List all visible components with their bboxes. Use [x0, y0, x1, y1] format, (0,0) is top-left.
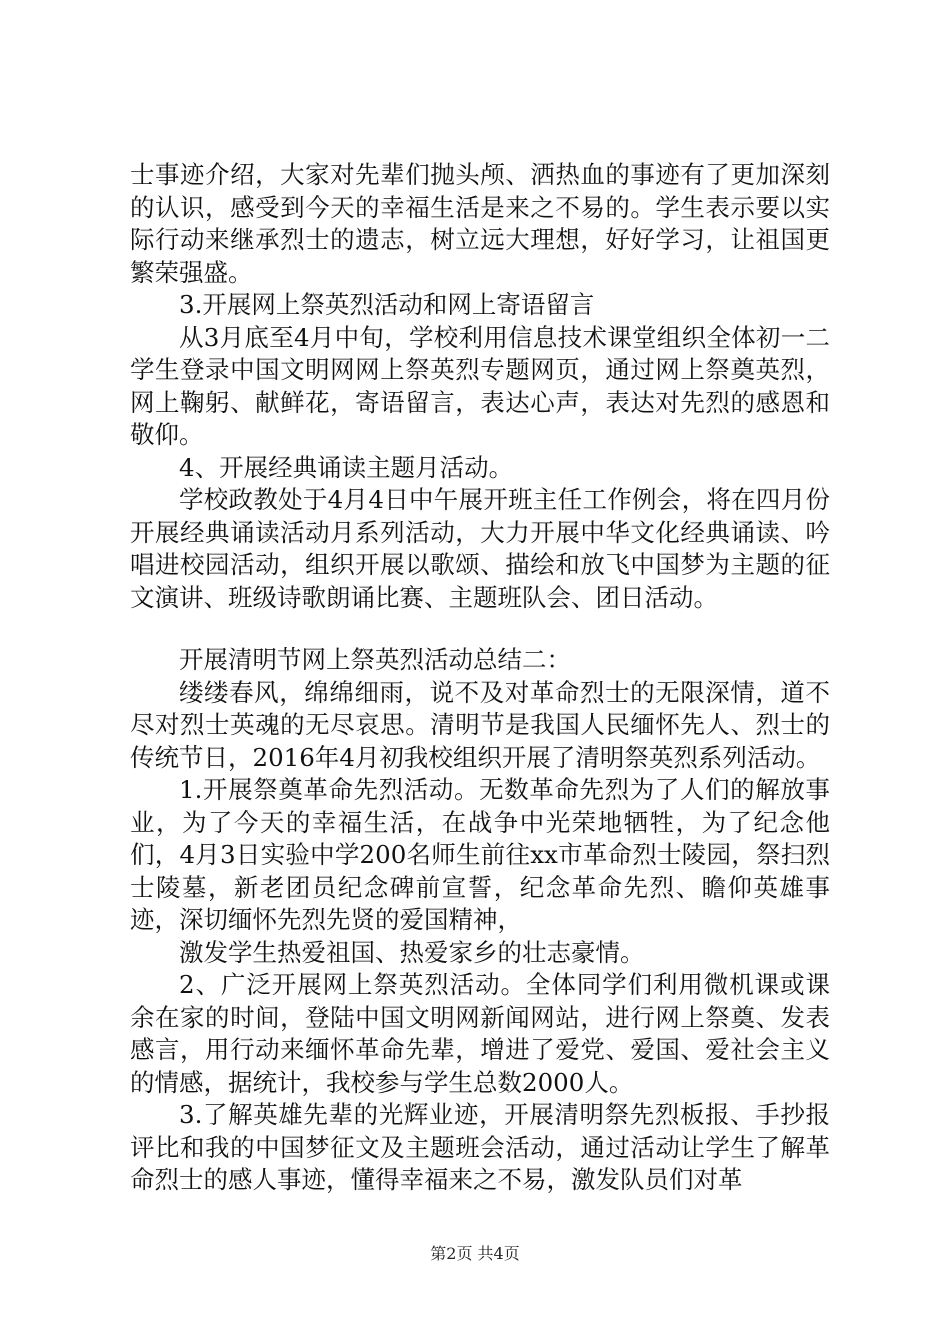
paragraph: 从3月底至4月中旬，学校利用信息技术课堂组织全体初一二学生登录中国文明网网上祭英烈专题网页，通过网上祭奠英烈，网上鞠躬、献鲜花，寄语留言，表达心声，表达对先烈的感恩和敬仰。 — [130, 322, 830, 449]
section-heading: 3.开展网上祭英烈活动和网上寄语留言 — [179, 290, 595, 319]
paragraph: 士事迹介绍，大家对先辈们抛头颅、洒热血的事迹有了更加深刻的认识，感受到今天的幸福生活是来之不易的。学生表示要以实际行动来继承烈士的遗志，树立远大理想，好好学习，让祖国更繁荣强盛。 — [130, 160, 830, 287]
paragraph: 激发学生热爱祖国、热爱家乡的壮志豪情。 — [179, 937, 645, 967]
document-body — [130, 159, 830, 1197]
paragraph: 学校政教处于4月4日中午展开班主任工作例会，将在四月份开展经典诵读活动月系列活动，大力开展中华文化经典诵读、吟唱进校园活动，组织开展以歌颂、描绘和放飞中国梦为主题的征文演讲、班级诗歌朗诵比赛、主题班队会、团日活动。 — [130, 485, 830, 612]
paragraph: 3.了解英雄先辈的光辉业迹，开展清明祭先烈板报、手抄报评比和我的中国梦征文及主题班会活动，通过活动让学生了解革命烈士的感人事迹，懂得幸福来之不易，激发队员们对革 — [130, 1100, 830, 1194]
section-heading: 4、开展经典诵读主题月活动。 — [179, 452, 514, 482]
page-number-footer: 第2页 共4页 — [430, 1244, 520, 1263]
paragraph: 缕缕春风，绵绵细雨，说不及对革命烈士的无限深情，道不尽对烈士英魂的无尽哀思。清明节是我国人民缅怀先人、烈士的传统节日，2016年4月初我校组织开展了清明祭英烈系列活动。 — [130, 677, 830, 772]
paragraph: 1.开展祭奠革命先烈活动。无数革命先烈为了人们的解放事业，为了今天的幸福生活，在战争中光荣地牺牲，为了纪念他们，4月3日实验中学200名师生前往xx市革命烈士陵园，祭扫烈士陵墓，新老团员纪念碑前宣誓，纪念革命先烈、瞻仰英雄事迹，深切缅怀先烈先贤的爱国精神， — [130, 775, 830, 934]
summary-title: 开展清明节网上祭英烈活动总结二： — [179, 645, 571, 674]
paragraph: 2、广泛开展网上祭英烈活动。全体同学们利用微机课或课余在家的时间，登陆中国文明网新闻网站，进行网上祭奠、发表感言，用行动来缅怀革命先辈，增进了爱党、爱国、爱社会主义的情感，据统计，我校参与学生总数2000人。 — [130, 970, 830, 1097]
paragraph-gap — [130, 614, 830, 644]
